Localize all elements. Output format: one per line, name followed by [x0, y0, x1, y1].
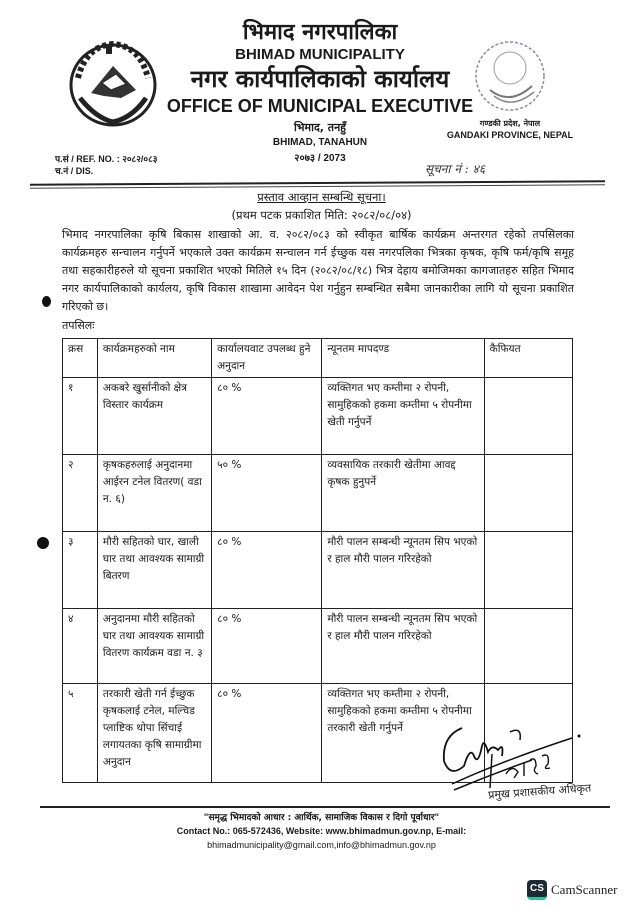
footer-email: bhimadmunicipality@gmail.com,info@bhimadmun.gov.np: [207, 840, 436, 850]
cell-grant: ८० %: [212, 532, 322, 609]
notice-body: भिमाद नगरपालिका कृषि बिकास शाखाको आ. व. २०८२/०८३ को स्वीकृत बार्षिक कार्यक्रम अन्तरगत रहेको तपसिलका कार्यक्रमहरु सन्चालन गर्नुपर्ने भएकाले उक्त कार्यक्रम सन्चालन गर्न ईच्छुक यस नगरपलिका भित्रका कृषक, कृषि फर्म/कृषि समूह तथा सहकारीहरुले यो सूचना प्रकाशित भएको मितिले १५ दिन (२०८२/०८/१८) भित्र देहाय बमोजिमका कागजातहरु सहित भिमाद नगर कार्यपालिकाको कार्यलय, कृषि विकास शाखामा आवेदन पेश गर्नुहुन सम्बन्धित सबैमा जानकारीका लागि यो सूचना प्रकाशित गरिएको छ।: [62, 228, 574, 313]
dispatch-number: च.नं / DIS.: [55, 166, 94, 176]
office-name-english: OFFICE OF MUNICIPAL EXECUTIVE: [166, 96, 474, 116]
cell-criteria: व्यक्तिगत भए कम्तीमा २ रोपनी, सामुहिकको हकमा कम्तीमा ५ रोपनीमा खेती गर्नुपर्ने: [322, 378, 484, 455]
header-program: कार्यक्रमहरुको नाम: [97, 339, 211, 378]
cell-remarks: [484, 532, 572, 609]
province-nepali: गण्डकी प्रदेश, नेपाल: [479, 119, 541, 128]
cell-remarks: [484, 378, 572, 455]
cell-program: अनुदानमा मौरी सहितको घार तथा आवश्यक सामाग्री वितरण कार्यक्रम वडा न. ३: [97, 609, 211, 684]
footer-slogan: "समृद्ध भिमादको आधार : आर्थिक, सामाजिक विकास र दिगो पूर्वाधार": [203, 813, 440, 823]
cell-program: अकबरे खुर्सानीको क्षेत्र विस्तार कार्यक्रम: [97, 378, 211, 455]
details-label: तपसिलः: [62, 319, 95, 332]
signatory-designation: प्रमुख प्रशासकीय अधिकृत: [487, 781, 592, 802]
established-year: २०७३ / 2073: [294, 153, 346, 164]
notice-title: [0, 190, 643, 205]
cell-sn: १: [63, 378, 98, 455]
header-sn: क्रस: [63, 339, 98, 378]
cell-sn: ५: [63, 684, 98, 783]
municipality-name-english: BHIMAD MUNICIPALITY: [235, 46, 405, 63]
table-row: [63, 455, 573, 532]
cell-sn: ४: [63, 609, 98, 684]
cell-grant: ८० %: [212, 609, 322, 684]
province-english: GANDAKI PROVINCE, NEPAL: [446, 130, 574, 140]
cell-criteria: मौरी पालन सम्बन्धी न्यूनतम सिप भएको र हाल मौरी पालन गरिरहेको: [322, 609, 484, 684]
location-english: BHIMAD, TANAHUN: [272, 137, 368, 148]
punch-hole-mark: [42, 296, 51, 307]
cell-grant: ८० %: [212, 684, 322, 783]
office-name-nepali: नगर कार्यपालिकाको कार्यालय: [190, 65, 450, 93]
cell-remarks: [484, 609, 572, 684]
notice-published-date: (प्रथम पटक प्रकाशित मिति: २०८२/०८/०४): [231, 208, 412, 222]
footer-contact: Contact No.: 065-572436, Website: www.bhimadmun.gov.np, E-mail:: [176, 826, 467, 836]
header-grant: कार्यालयवाट उपलब्ध हुने अनुदान: [212, 339, 322, 378]
header-criteria: न्यूनतम मापदण्ड: [322, 339, 484, 378]
table-header-row: [63, 339, 573, 378]
cell-sn: २: [63, 455, 98, 532]
table-row: [63, 609, 573, 684]
municipality-name-nepali: भिमाद नगरपालिका: [242, 20, 398, 45]
cell-program: तरकारी खेती गर्न ईच्छुक कृषकलाई टनेल, मल्चिड प्लाष्टिक थोपा सिंचाई लगायतका कृषि सामाग्रीमा अनुदान: [97, 684, 211, 783]
notice-number: सूचना नं : ४६: [425, 162, 486, 176]
cell-grant: ५० %: [212, 455, 322, 532]
camscanner-watermark: CamScanner: [551, 882, 618, 897]
cell-grant: ८० %: [212, 378, 322, 455]
cell-sn: ३: [63, 532, 98, 609]
header-remarks: कैफियत: [484, 339, 572, 378]
footer-divider: [40, 806, 610, 808]
cell-program: कृषकहरुलाई अनुदानमा आईरन टनेल वितरण( वडा न. ६): [97, 455, 211, 532]
cell-criteria: व्यक्तिगत भए कम्तीमा २ रोपनी, सामुहिकको हकमा कम्तीमा ५ रोपनीमा तरकारी खेती गर्नुपर्ने: [322, 684, 484, 783]
punch-hole-mark: [37, 537, 49, 549]
table-row: [63, 378, 573, 455]
nepal-emblem-logo: [66, 38, 160, 128]
location-nepali: भिमाद, तनहुँ: [293, 121, 347, 134]
office-stamp: [470, 36, 550, 116]
reference-number: प.सं / REF. NO. : २०८२/०८३: [55, 154, 158, 164]
cell-criteria: मौरी पालन सम्बन्धी न्यूनतम सिप भएको र हाल मौरी पालन गरिरहेको: [322, 532, 484, 609]
cell-remarks: [484, 455, 572, 532]
cell-criteria: व्यवसायिक तरकारी खेतीमा आवद्द कृषक हुनुपर्ने: [322, 455, 484, 532]
notice-title-text: प्रस्ताव आव्हान सम्बन्धि सूचना।: [257, 190, 386, 204]
camscanner-logo-icon: CS: [527, 880, 547, 900]
cell-program: मौरी सहितको घार, खाली घार तथा आवश्यक सामाग्री बितरण: [97, 532, 211, 609]
table-row: [63, 532, 573, 609]
